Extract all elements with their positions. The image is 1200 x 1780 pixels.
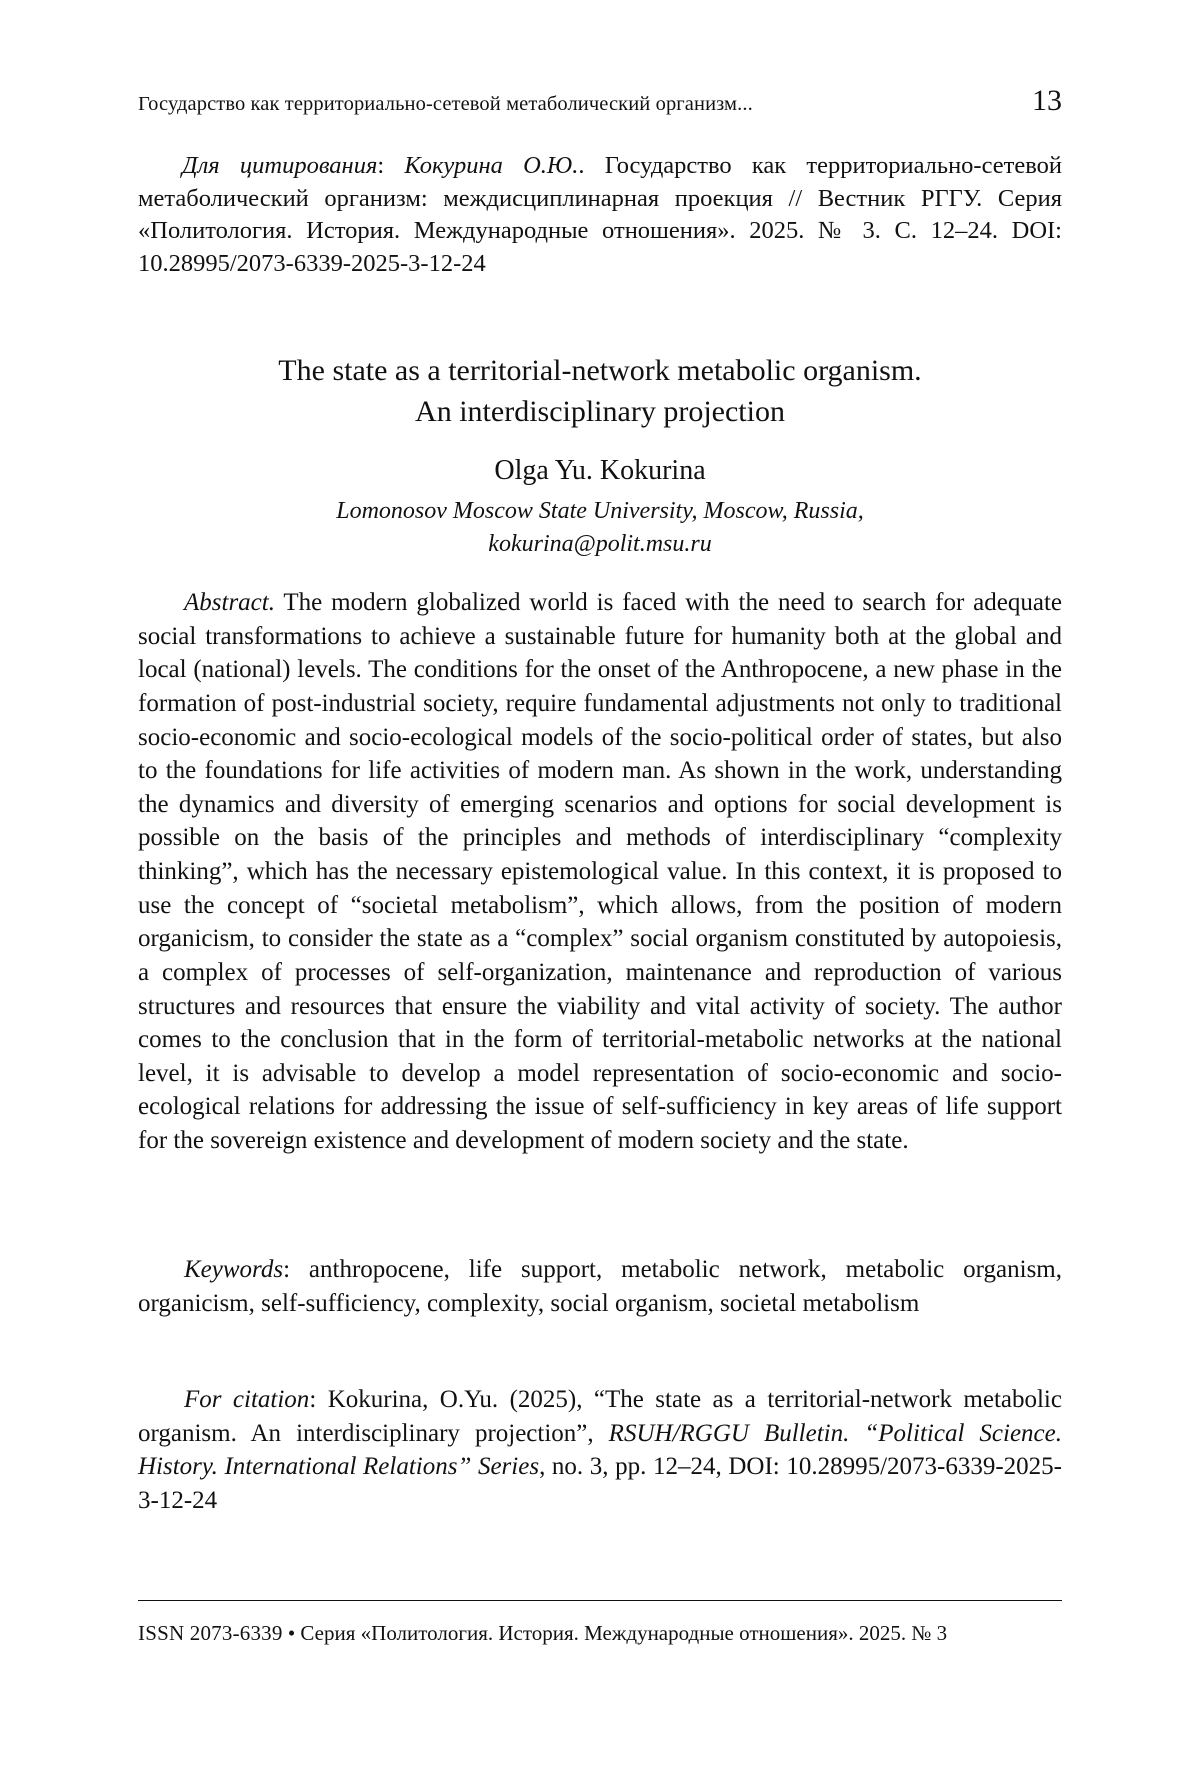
document-page (138, 0, 1062, 1780)
citation-russian-author: Кокурина О.Ю. (404, 152, 579, 179)
citation-english (138, 1383, 1062, 1518)
footer-issn: ISSN 2073-6339 (138, 1621, 283, 1645)
citation-english-label: For citation (184, 1386, 310, 1413)
author-email: kokurina@polit.msu.ru (488, 531, 712, 557)
title-line-2: An interdisciplinary projection (415, 395, 785, 429)
abstract-paragraph (138, 586, 1062, 1158)
citation-russian (138, 150, 1062, 280)
author-name: Olga Yu. Kokurina (494, 455, 706, 486)
citation-russian-colon: : (377, 152, 405, 179)
citation-english-part1: : Kokurina, O.Yu. (2025), “The state as a territorial-network metabolic organism. An interdisciplinary projection”, (138, 1386, 1062, 1447)
citation-russian-label: Для цитирования (182, 152, 378, 179)
abstract-label: Abstract. (184, 589, 275, 616)
footer-separator: • (287, 1621, 296, 1645)
abstract-text: The modern globalized world is faced with the need to search for adequate social transformations to achieve a sustainable future for humanity both at the global and local (national) levels. The conditions for the onset of the Anthropocene, a new phase in the formation of post-industrial society, require fundamental adjustments not only to traditional socio-economic and socio-ecological models of the socio-political order of states, but also to the foundations for life activities of modern man. As shown in the work, understanding the dynamics and diversity of emerging scenarios and options for social development is possible on the basis of the principles and methods of interdisciplinary “complexity thinking”, which has the necessary epistemological value. In this context, it is proposed to use the concept of “societal metabolism”, which allows, from the position of modern organicism, to consider the state as a “complex” social organism constituted by autopoiesis, a complex of processes of self-organization, maintenance and reproduction of various structures and resources that ensure the viability and vital activity of society. The author comes to the conclusion that in the form of territorial-metabolic networks at the national level, it is advisable to develop a model representation of socio-economic and socio-ecological relations for addressing the issue of self-sufficiency in key areas of life support for the sovereign existence and development of modern society and the state. (138, 589, 1062, 1154)
footer-series: Серия «Политология. История. Международные отношения». 2025. № 3 (300, 1621, 948, 1645)
citation-russian-body: . Государство как территориально-сетевой метаболический организм: междисциплинарная проекция // Вестник РГГУ. Серия «Политология. История. Международные отношения». 2025. № 3. С. 12–24. DOI: 10.28995/2073-6339-2025-3-12-24 (138, 152, 1062, 277)
keywords-text: : anthropocene, life support, metabolic network, metabolic organism, organicism, self-sufficiency, complexity, social organism, societal metabolism (138, 1256, 1062, 1317)
running-head-title: Государство как территориально-сетевой метаболический организм... (138, 93, 753, 115)
title-line-1: The state as a territorial-network metabolic organism. (278, 354, 922, 387)
author-affiliation: Lomonosov Moscow State University, Moscow, Russia, (336, 498, 864, 524)
keywords-label: Keywords (184, 1256, 284, 1283)
page-number: 13 (1032, 84, 1062, 117)
keywords-paragraph (138, 1253, 1062, 1320)
citation-english-journal: RSUH/RGGU Bulletin. “Political Science. History. International Relations” Series (138, 1419, 1062, 1481)
footer-divider (138, 1600, 1062, 1601)
running-head (138, 86, 1062, 116)
citation-english-part2: , no. 3, pp. 12–24, DOI: 10.28995/2073-6339-2025-3-12-24 (138, 1453, 1062, 1514)
page-title (138, 350, 1062, 432)
footer (138, 1621, 1062, 1646)
